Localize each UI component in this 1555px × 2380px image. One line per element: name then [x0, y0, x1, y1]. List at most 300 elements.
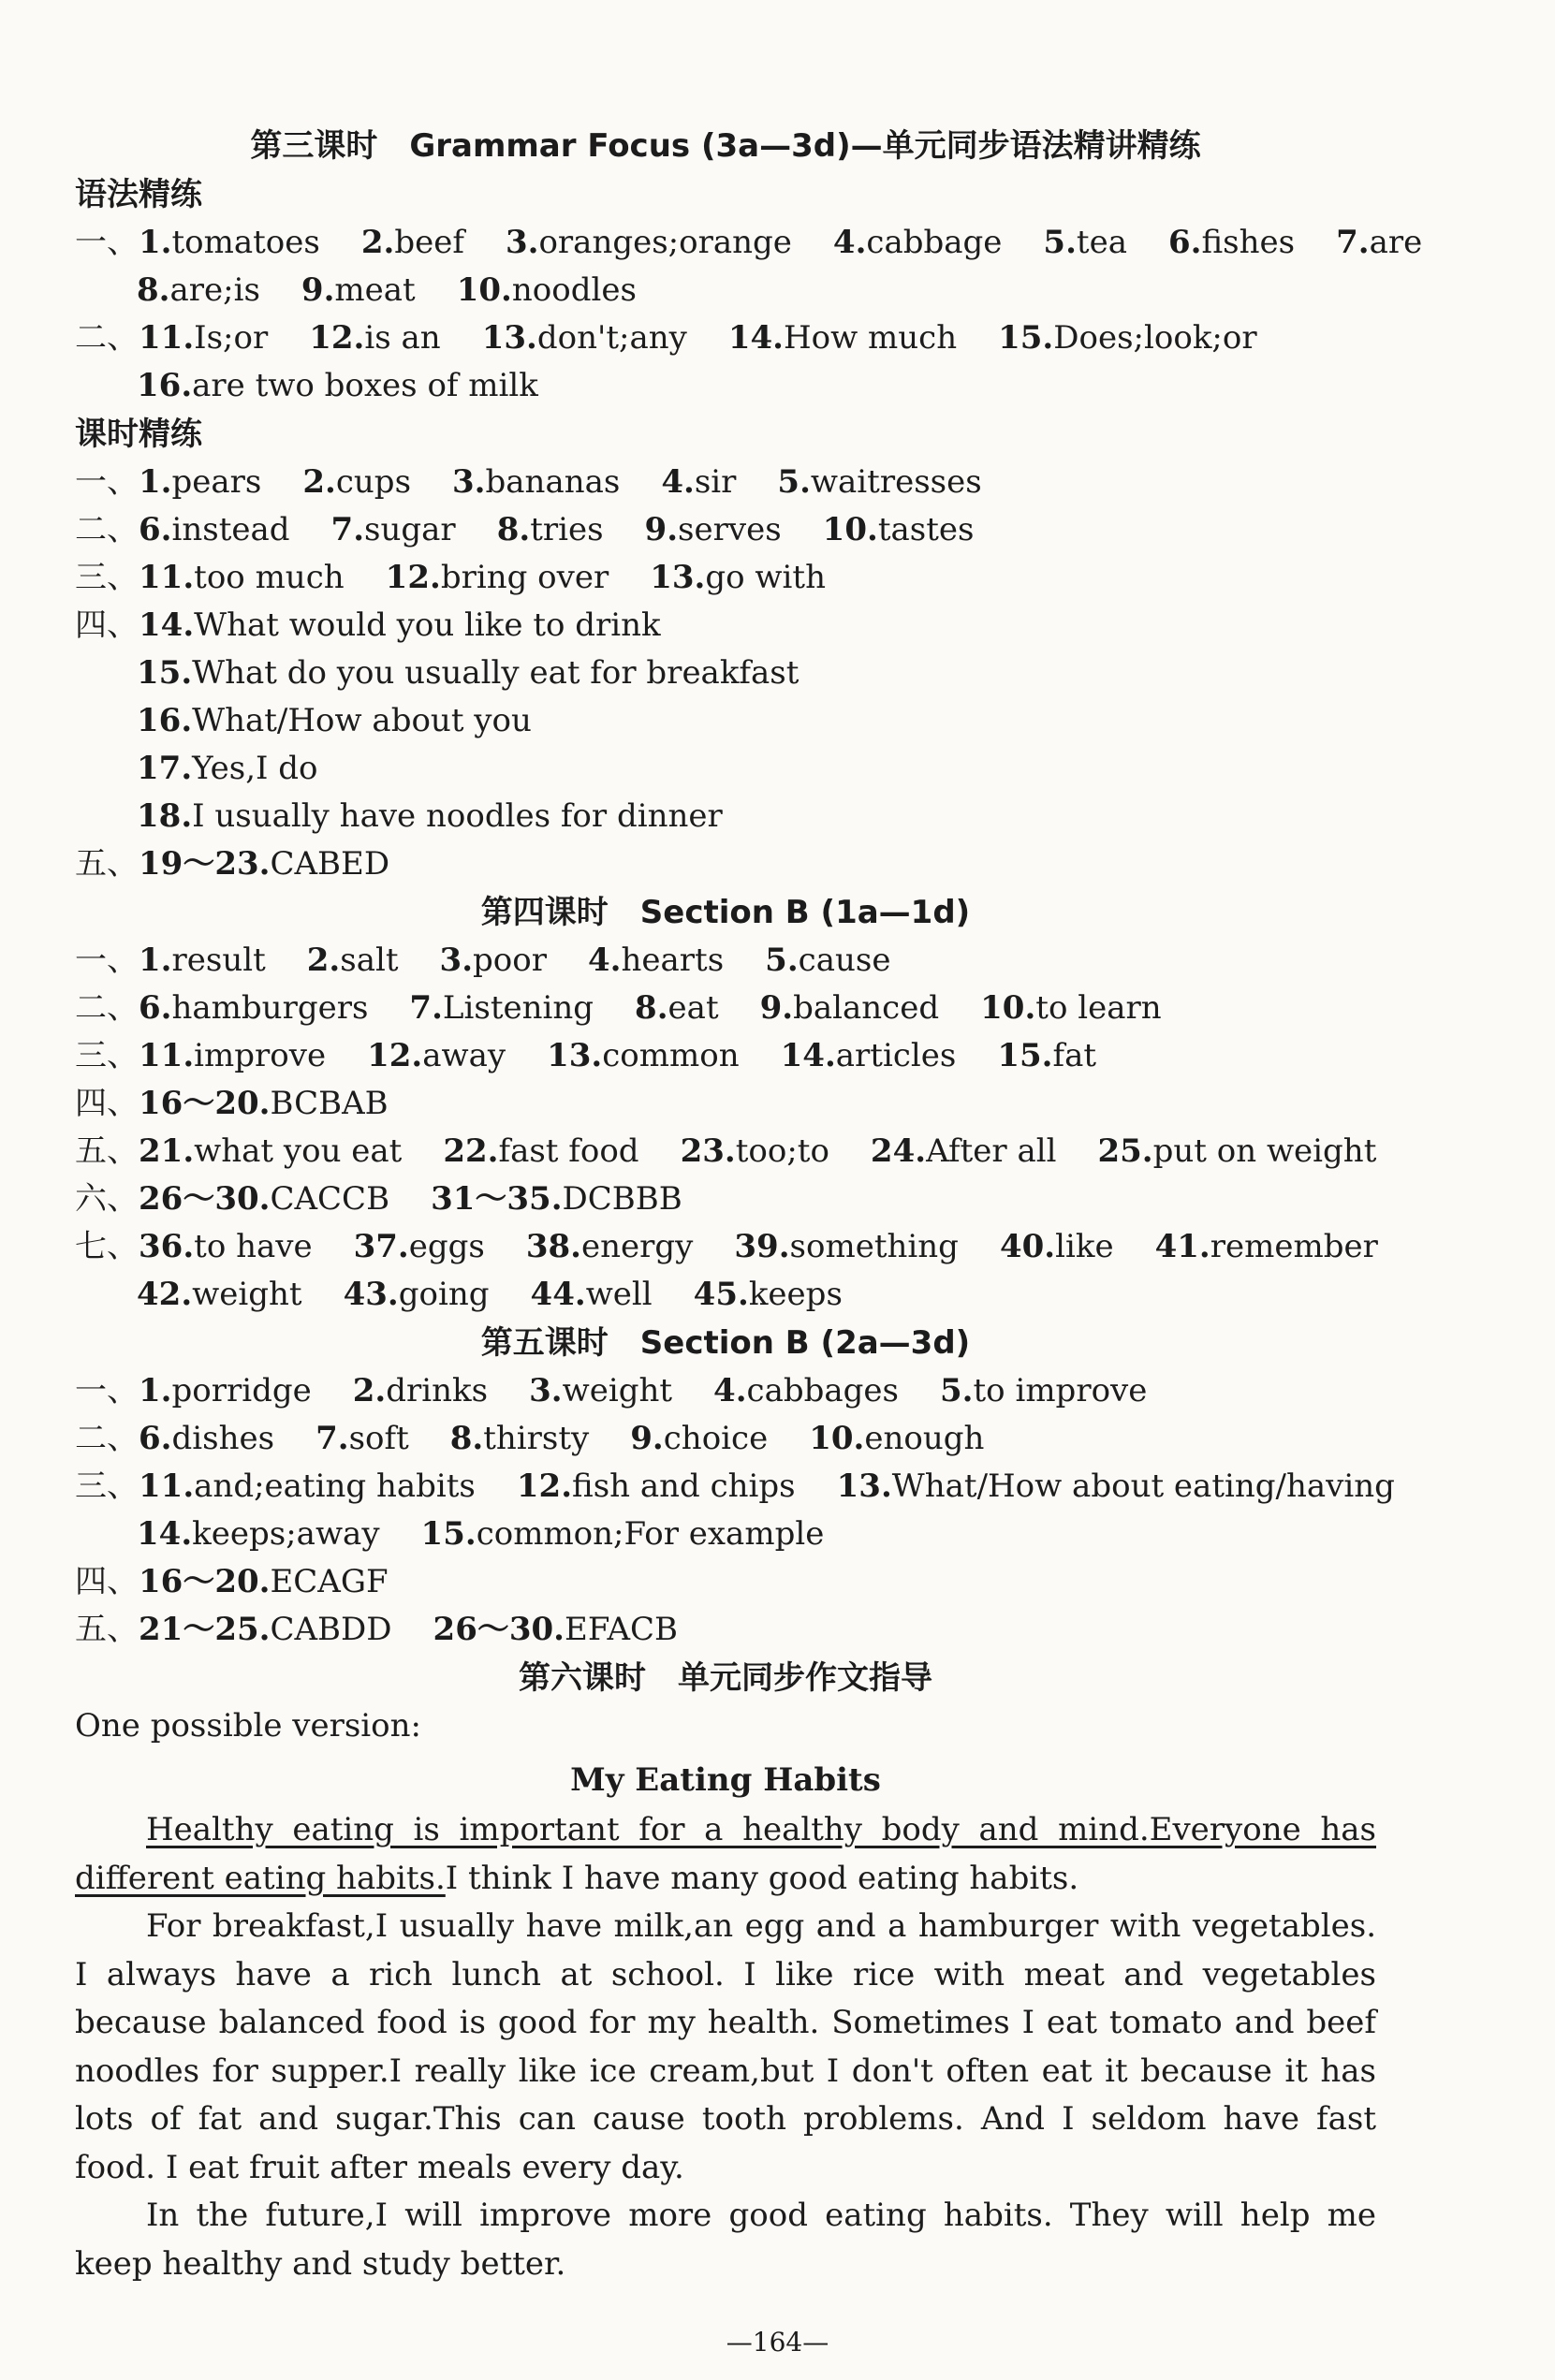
answer-line: [75, 745, 1376, 793]
answer-line: [75, 937, 1376, 985]
answer-item: [823, 506, 975, 554]
answer-number: 2.: [302, 463, 336, 501]
answer-number: 19～23.: [139, 845, 271, 883]
answer-text: cups: [335, 463, 412, 501]
answer-text: DCBBB: [562, 1180, 682, 1218]
answer-number: 16～20.: [139, 1085, 271, 1122]
answer-text: are;is: [169, 271, 260, 309]
answer-item: [331, 506, 456, 554]
answer-item: [681, 1128, 829, 1175]
essay-paragraph-1: [75, 1806, 1376, 1903]
answer-line: [75, 1175, 1376, 1223]
answer-text: I usually have noodles for dinner: [192, 797, 723, 835]
answer-number: 26～30.: [139, 1180, 271, 1218]
answer-line: [75, 1367, 1376, 1415]
answer-item: [139, 1606, 392, 1654]
answer-item: [531, 1271, 653, 1319]
answer-page: [75, 122, 1423, 2288]
answer-item: [302, 459, 411, 506]
answer-number: 44.: [530, 1276, 586, 1313]
answer-number: 16～20.: [139, 1563, 271, 1600]
section-mark: 三、: [75, 1037, 139, 1074]
answer-text: go with: [705, 559, 826, 596]
answer-text: sugar: [364, 511, 456, 548]
answer-item: [315, 1415, 409, 1463]
answer-item: [139, 1223, 313, 1271]
answer-text: What do you usually eat for breakfast: [192, 654, 800, 692]
section-mark: 五、: [75, 1611, 139, 1648]
answer-text: EFACB: [565, 1611, 679, 1648]
answer-number: 11.: [139, 1037, 195, 1074]
answer-number: 6.: [139, 989, 172, 1027]
answer-number: 7.: [315, 1420, 349, 1457]
answer-number: 4.: [713, 1372, 747, 1409]
answer-item: [734, 1223, 959, 1271]
answer-number: 14.: [137, 1515, 193, 1553]
answer-item: [694, 1271, 843, 1319]
answer-number: 16.: [137, 367, 193, 404]
answer-number: 31～35.: [431, 1180, 563, 1218]
answer-number: 4.: [661, 463, 695, 501]
answer-text: waitresses: [810, 463, 982, 501]
answer-text: away: [422, 1037, 506, 1074]
answer-number: 10.: [809, 1420, 865, 1457]
answer-item: [440, 937, 547, 985]
answer-text: poor: [473, 942, 547, 979]
answer-text: to have: [194, 1228, 313, 1265]
answer-item: [421, 1511, 825, 1558]
answer-line: [75, 554, 1376, 602]
section-mark: 一、: [75, 942, 139, 979]
answer-item: [1336, 219, 1422, 267]
answer-item: [367, 1032, 506, 1080]
answer-number: 2.: [352, 1372, 387, 1409]
answer-number: 18.: [137, 797, 193, 835]
answer-item: [765, 937, 890, 985]
answer-number: 21.: [139, 1132, 195, 1170]
answer-number: 23.: [680, 1132, 736, 1170]
answer-item: [529, 1367, 672, 1415]
answer-item: [137, 362, 538, 410]
answer-item: [457, 267, 637, 314]
answer-number: 12.: [367, 1037, 423, 1074]
answer-number: 10.: [456, 271, 512, 309]
answer-number: 6.: [1167, 224, 1202, 261]
answer-number: 15.: [420, 1515, 477, 1553]
answer-item: [431, 1175, 682, 1223]
answer-text: bring over: [440, 559, 609, 596]
answer-text: fishes: [1201, 224, 1296, 261]
answer-number: 45.: [693, 1276, 749, 1313]
answer-number: 40.: [999, 1228, 1056, 1265]
answer-text: soft: [348, 1420, 409, 1457]
answer-line: [75, 985, 1376, 1032]
answer-number: 42.: [137, 1276, 193, 1313]
answer-text: common;For example: [476, 1515, 825, 1553]
answer-number: 25.: [1097, 1132, 1153, 1170]
answer-item: [777, 459, 981, 506]
answer-number: 15.: [997, 1037, 1053, 1074]
answer-item: [833, 219, 1003, 267]
answer-text: to improve: [973, 1372, 1148, 1409]
answer-text: beef: [394, 224, 464, 261]
answer-item: [630, 1415, 768, 1463]
answer-number: 2.: [306, 942, 341, 979]
answer-text: eat: [667, 989, 719, 1027]
answer-number: 14.: [139, 606, 195, 644]
answer-text: tea: [1076, 224, 1127, 261]
answer-number: 14.: [727, 319, 784, 357]
answer-text: going: [398, 1276, 490, 1313]
answer-item: [139, 219, 320, 267]
lesson6-title: 第六课时 单元同步作文指导: [519, 1659, 932, 1697]
answer-text: Yes,I do: [192, 750, 318, 787]
answer-text: eggs: [408, 1228, 485, 1265]
answer-text: hearts: [621, 942, 725, 979]
answer-text: enough: [864, 1420, 985, 1457]
answer-item: [139, 1128, 402, 1175]
answer-text: articles: [835, 1037, 957, 1074]
answer-line: [75, 1558, 1376, 1606]
answer-item: [139, 1080, 389, 1128]
answer-number: 13.: [650, 559, 706, 596]
section-mark: 二、: [75, 511, 139, 548]
answer-item: [998, 314, 1257, 362]
answer-line: [75, 506, 1376, 554]
answer-number: 13.: [836, 1467, 892, 1505]
answer-text: BCBAB: [270, 1085, 389, 1122]
answer-item: [139, 1032, 326, 1080]
answer-item: [139, 506, 290, 554]
answer-item: [307, 937, 399, 985]
section-mark: 五、: [75, 845, 139, 883]
answer-text: are: [1369, 224, 1423, 261]
answer-item: [433, 1606, 678, 1654]
section-mark: 四、: [75, 606, 139, 644]
section-mark: 一、: [75, 224, 139, 261]
answer-item: [139, 1463, 476, 1511]
answer-number: 9.: [630, 1420, 664, 1457]
answer-number: 3.: [452, 463, 486, 501]
answer-text: After all: [926, 1132, 1057, 1170]
section-mark: 七、: [75, 1228, 139, 1265]
answer-item: [547, 1032, 740, 1080]
answer-item: [940, 1367, 1147, 1415]
answer-item: [482, 314, 687, 362]
answer-text: meat: [334, 271, 416, 309]
answer-item: [645, 506, 782, 554]
answer-line: [75, 1415, 1376, 1463]
answer-number: 10.: [980, 989, 1036, 1027]
answer-item: [650, 554, 826, 602]
section-mark: 二、: [75, 989, 139, 1027]
answer-line: [75, 1080, 1376, 1128]
answer-item: [139, 314, 268, 362]
answer-text: common: [602, 1037, 740, 1074]
answer-text: improve: [194, 1037, 327, 1074]
answer-number: 15.: [137, 654, 193, 692]
answer-text: bananas: [485, 463, 621, 501]
answer-line: [75, 697, 1376, 745]
answer-item: [588, 937, 724, 985]
answer-line: [75, 1223, 1376, 1271]
underlined-sentence: Healthy eating is important for a healthy body and mind.Everyone has different eating habits.: [75, 1811, 1376, 1897]
answer-text: hamburgers: [171, 989, 369, 1027]
answer-number: 3.: [505, 224, 539, 261]
section-mark: 六、: [75, 1180, 139, 1218]
answer-text: porridge: [171, 1372, 312, 1409]
answer-number: 15.: [998, 319, 1054, 357]
answer-item: [139, 1367, 312, 1415]
answer-item: [760, 985, 940, 1032]
answer-text: serves: [678, 511, 782, 548]
answer-text: sir: [694, 463, 737, 501]
answer-text: Is;or: [194, 319, 269, 357]
answer-text: to learn: [1035, 989, 1162, 1027]
answer-number: 12.: [516, 1467, 573, 1505]
answer-item: [353, 1367, 488, 1415]
answer-text: result: [171, 942, 266, 979]
answer-item: [361, 219, 464, 267]
answer-text: too much: [194, 559, 345, 596]
answer-text: What/How about you: [192, 702, 532, 739]
answer-item: [344, 1271, 490, 1319]
answer-item: [137, 267, 260, 314]
answer-text: tries: [530, 511, 604, 548]
answer-line: [75, 1032, 1376, 1080]
essay-intro: One possible version:: [75, 1707, 421, 1745]
answer-number: 8.: [449, 1420, 484, 1457]
answer-number: 9.: [759, 989, 794, 1027]
answer-number: 39.: [734, 1228, 790, 1265]
answer-item: [450, 1415, 590, 1463]
answer-text: noodles: [511, 271, 637, 309]
answer-number: 22.: [443, 1132, 499, 1170]
answer-item: [139, 840, 389, 888]
answer-line: [75, 362, 1376, 410]
answer-item: [1043, 219, 1127, 267]
answer-number: 12.: [385, 559, 441, 596]
answer-number: 7.: [330, 511, 365, 548]
answer-text: ECAGF: [270, 1563, 389, 1600]
answer-item: [1168, 219, 1295, 267]
answer-number: 37.: [353, 1228, 409, 1265]
section-mark: 四、: [75, 1563, 139, 1600]
answer-item: [781, 1032, 957, 1080]
answer-number: 3.: [439, 942, 474, 979]
answer-number: 1.: [139, 463, 172, 501]
answer-number: 11.: [139, 319, 195, 357]
answer-item: [137, 1511, 380, 1558]
answer-number: 11.: [139, 559, 195, 596]
answer-number: 17.: [137, 750, 193, 787]
answer-item: [871, 1128, 1057, 1175]
answer-text: CABDD: [270, 1611, 392, 1648]
section-mark: 一、: [75, 463, 139, 501]
answer-item: [139, 937, 266, 985]
answer-text: Does;look;or: [1053, 319, 1257, 357]
answer-item: [301, 267, 416, 314]
answer-line: [75, 459, 1376, 506]
answer-number: 1.: [139, 224, 172, 261]
answer-text: cabbages: [746, 1372, 899, 1409]
answer-text: fast food: [498, 1132, 639, 1170]
answer-item: [443, 1128, 638, 1175]
section-mark: 三、: [75, 559, 139, 596]
answer-number: 4.: [588, 942, 622, 979]
answer-number: 2.: [360, 224, 395, 261]
answer-line: [75, 219, 1423, 267]
answer-text: How much: [783, 319, 958, 357]
answer-text: remember: [1210, 1228, 1378, 1265]
answer-item: [137, 793, 723, 840]
grammar-heading: 语法精练: [75, 176, 202, 213]
answer-text: energy: [581, 1228, 694, 1265]
answer-number: 24.: [870, 1132, 927, 1170]
answer-item: [309, 314, 440, 362]
answer-number: 43.: [343, 1276, 399, 1313]
answer-item: [526, 1223, 694, 1271]
answer-item: [1000, 1223, 1114, 1271]
answer-text: cabbage: [866, 224, 1003, 261]
answer-item: [497, 506, 604, 554]
answer-item: [713, 1367, 899, 1415]
answer-item: [137, 697, 532, 745]
answer-text: pears: [171, 463, 262, 501]
answer-item: [409, 985, 594, 1032]
answer-text: cause: [798, 942, 891, 979]
answer-number: 16.: [137, 702, 193, 739]
answer-item: [139, 1175, 389, 1223]
answer-text: dishes: [171, 1420, 275, 1457]
lesson3-title: 第三课时 Grammar Focus (3a—3d)—单元同步语法精讲精练: [250, 127, 1201, 165]
answer-text: what you eat: [194, 1132, 403, 1170]
answer-number: 1.: [139, 1372, 172, 1409]
section-mark: 二、: [75, 319, 139, 357]
answer-item: [635, 985, 719, 1032]
answer-item: [452, 459, 620, 506]
answer-number: 21～25.: [139, 1611, 271, 1648]
answer-number: 41.: [1154, 1228, 1210, 1265]
answer-number: 26～30.: [433, 1611, 565, 1648]
section-mark: 一、: [75, 1372, 139, 1409]
answer-text: put on weight: [1152, 1132, 1377, 1170]
essay-text: I think I have many good eating habits.: [445, 1859, 1079, 1897]
answer-text: thirsty: [483, 1420, 590, 1457]
answer-number: 38.: [525, 1228, 582, 1265]
answer-item: [997, 1032, 1096, 1080]
answer-text: is an: [364, 319, 441, 357]
answer-line: [75, 840, 1376, 888]
answer-line: [75, 1606, 1376, 1654]
answer-item: [517, 1463, 796, 1511]
answer-item: [139, 459, 261, 506]
answer-item: [139, 554, 345, 602]
answer-number: 12.: [309, 319, 365, 357]
answer-number: 36.: [139, 1228, 195, 1265]
answer-line: [75, 1271, 1376, 1319]
essay-title: My Eating Habits: [570, 1761, 881, 1799]
lesson5-title: 第五课时 Section B (2a—3d): [480, 1324, 971, 1362]
answer-item: [1097, 1128, 1376, 1175]
answer-text: What/How about eating/having: [891, 1467, 1395, 1505]
answer-text: instead: [171, 511, 290, 548]
answer-item: [139, 602, 661, 650]
answer-line: [75, 602, 1376, 650]
answer-text: don't;any: [536, 319, 687, 357]
answer-text: weight: [562, 1372, 673, 1409]
answer-text: well: [585, 1276, 653, 1313]
answer-item: [506, 219, 792, 267]
practice-heading: 课时精练: [75, 416, 202, 453]
answer-text: CACCB: [270, 1180, 390, 1218]
answer-line: [75, 1463, 1395, 1511]
answer-text: too;to: [735, 1132, 829, 1170]
answer-text: keeps: [748, 1276, 843, 1313]
page-number: —164—: [726, 2327, 829, 2358]
answer-text: balanced: [793, 989, 940, 1027]
answer-text: keeps;away: [192, 1515, 380, 1553]
answer-item: [661, 459, 736, 506]
answer-text: weight: [192, 1276, 302, 1313]
answer-line: [75, 314, 1376, 362]
answer-text: Listening: [442, 989, 594, 1027]
answer-line: [75, 267, 1376, 314]
section-mark: 四、: [75, 1085, 139, 1122]
answer-number: 5.: [940, 1372, 974, 1409]
answer-text: tastes: [877, 511, 975, 548]
answer-item: [137, 650, 799, 697]
answer-item: [728, 314, 957, 362]
answer-text: are two boxes of milk: [192, 367, 538, 404]
answer-item: [139, 985, 368, 1032]
section-mark: 五、: [75, 1132, 139, 1170]
answer-item: [137, 1271, 302, 1319]
answer-line: [75, 650, 1376, 697]
answer-text: tomatoes: [171, 224, 320, 261]
answer-number: 5.: [777, 463, 811, 501]
answer-item: [386, 554, 609, 602]
answer-number: 10.: [822, 511, 878, 548]
answer-text: salt: [340, 942, 399, 979]
essay-paragraph-2: For breakfast,I usually have milk,an egg and a hamburger with vegetables. I always have a rich lunch at school. I like rice with meat and vegetables because balanced food is good for my health. Sometimes I eat tomato and beef noodles for supper.I really like ice cream,but I don't often eat it because it has lots of fat and sugar.This can cause tooth problems. And I seldom have fast food. I eat fruit after meals every day.: [75, 1907, 1376, 2186]
answer-text: choice: [663, 1420, 769, 1457]
lesson4-title: 第四课时 Section B (1a—1d): [480, 894, 971, 931]
answer-number: 4.: [832, 224, 867, 261]
answer-number: 8.: [137, 271, 170, 309]
answer-text: What would you like to drink: [194, 606, 661, 644]
answer-line: [75, 793, 1376, 840]
answer-number: 13.: [547, 1037, 603, 1074]
answer-text: fat: [1052, 1037, 1097, 1074]
answer-item: [139, 1558, 389, 1606]
answer-number: 13.: [481, 319, 537, 357]
section-mark: 二、: [75, 1420, 139, 1457]
answer-number: 6.: [139, 1420, 172, 1457]
answer-text: fish and chips: [572, 1467, 796, 1505]
answer-text: oranges;orange: [538, 224, 792, 261]
answer-text: and;eating habits: [194, 1467, 476, 1505]
answer-number: 8.: [496, 511, 531, 548]
answer-number: 5.: [765, 942, 799, 979]
section-mark: 三、: [75, 1467, 139, 1505]
answer-number: 5.: [1043, 224, 1077, 261]
answer-number: 7.: [409, 989, 443, 1027]
answer-number: 6.: [139, 511, 172, 548]
answer-line: [75, 1511, 1376, 1558]
answer-number: 14.: [780, 1037, 836, 1074]
answer-item: [137, 745, 318, 793]
